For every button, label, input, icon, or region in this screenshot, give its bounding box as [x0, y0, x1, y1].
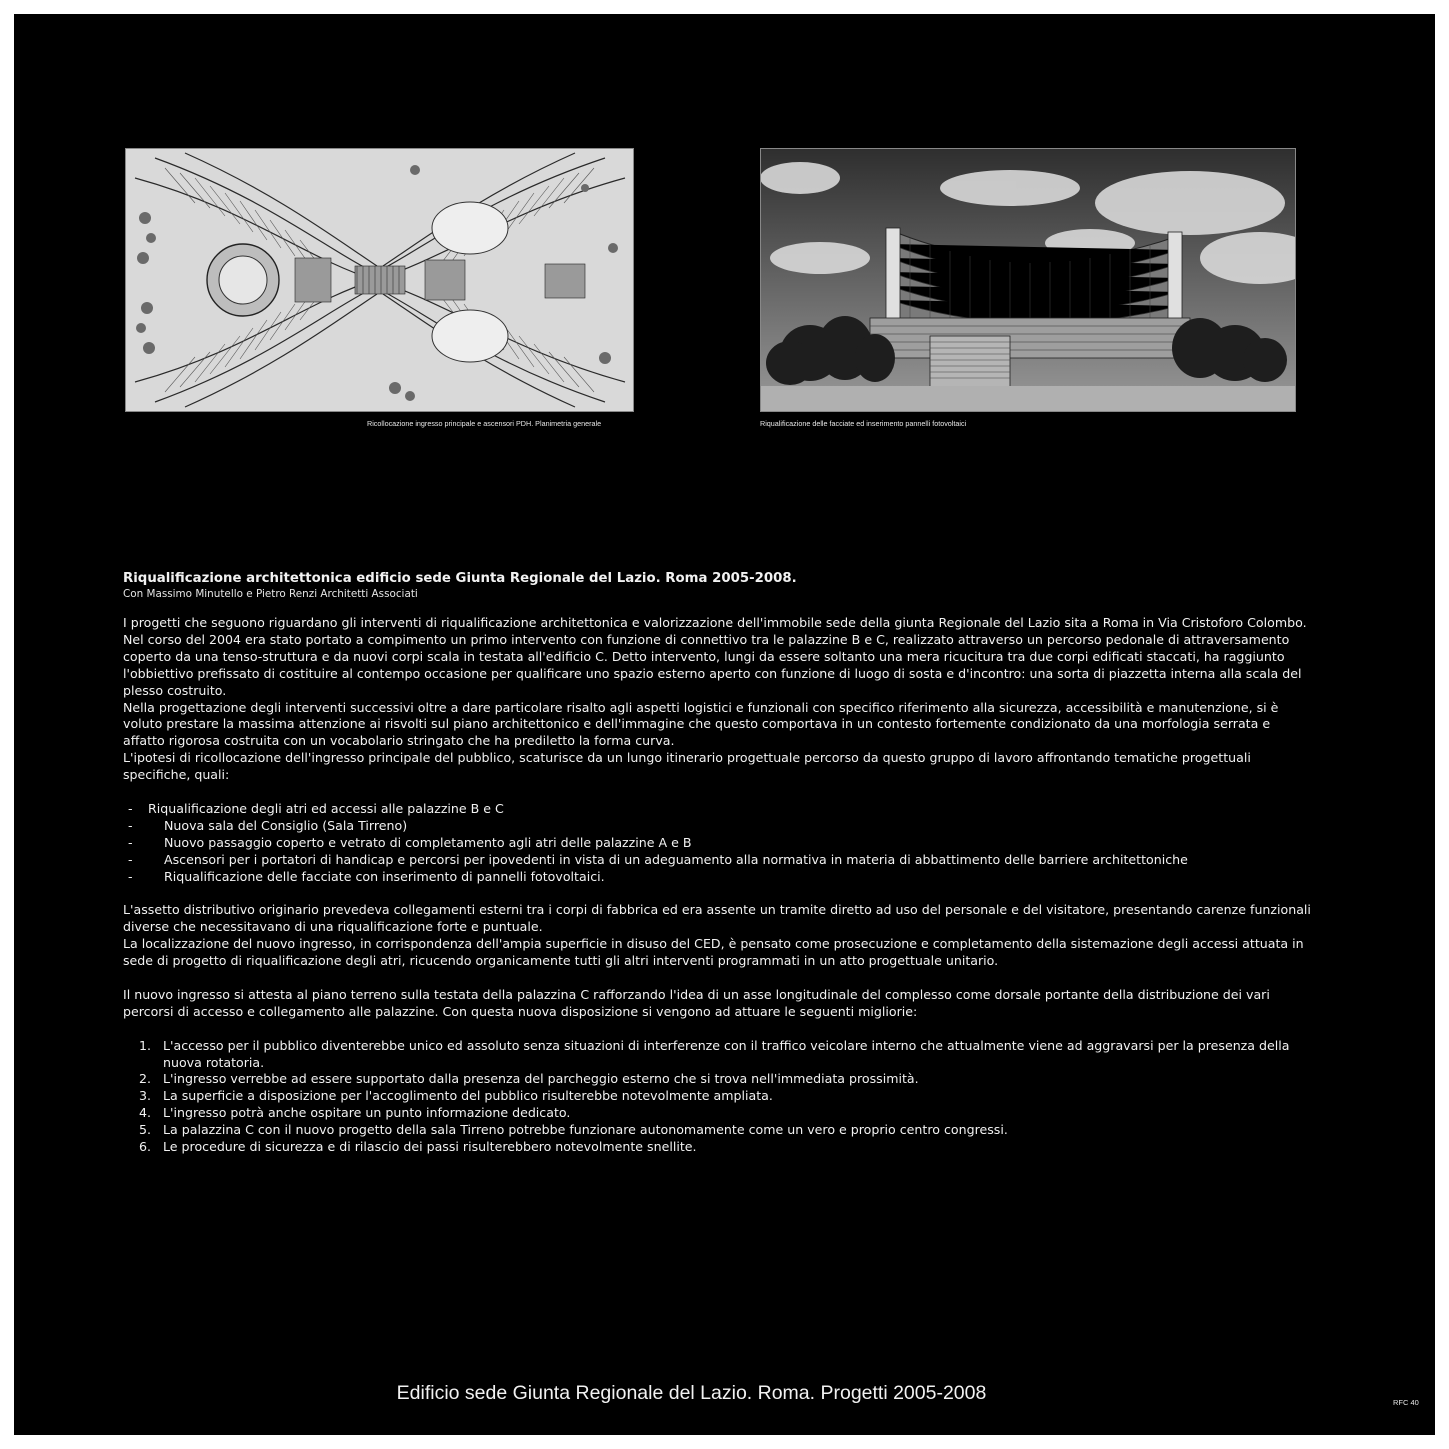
list-item: 2. L'ingresso verrebbe ad essere supportato dalla presenza del parcheggio esterno che si trova nell'immediata prossimità. — [139, 1071, 919, 1087]
page-code: RFC 40 — [1393, 1398, 1419, 1407]
improvements-list — [123, 1038, 1313, 1156]
entrance-paragraph: Il nuovo ingresso si attesta al piano terreno sulla testata della palazzina C rafforzando l'idea di un asse longitudinale del complesso come dorsale portante della distribuzione dei vari percorsi di accesso e collegamento alle palazzine. Con questa nuova disposizione si vengono ad attuare le seguenti migliorie: — [123, 986, 1270, 1019]
list-item: - Ascensori per i portatori di handicap e percorsi per ipovedenti in vista di un adeguamento alla normativa in materia di abbattimento delle barriere architettoniche — [128, 851, 1188, 867]
middle-paragraph: La localizzazione del nuovo ingresso, in corrispondenza dell'ampia superficie in disuso del CED, è pensato come prosecuzione e completamento della sistemazione degli accessi attuata in sede di progetto di riqualificazione degli atri, ricucendo organicamente tutti gli altri interventi programmati in un atto progettuale unitario. — [123, 936, 1304, 969]
list-item: 5. La palazzina C con il nuovo progetto della sala Tirreno potrebbe funzionare autonomamente come un vero e proprio centro congressi. — [139, 1122, 1008, 1138]
site-plan-caption: Ricollocazione ingresso principale e ascensori PDH. Planimetria generale — [367, 419, 602, 428]
list-item: 6. Le procedure di sicurezza e di rilascio dei passi risulterebbero notevolmente snellite. — [139, 1139, 697, 1155]
list-item: - Nuova sala del Consiglio (Sala Tirreno) — [128, 817, 408, 833]
article-subtitle: Con Massimo Minutello e Pietro Renzi Architetti Associati — [123, 588, 418, 600]
list-item: 3. La superficie a disposizione per l'accoglimento del pubblico risulterebbe notevolmente ampliata. — [139, 1088, 773, 1104]
article — [123, 571, 1313, 1156]
list-item: 4. L'ingresso potrà anche ospitare un punto informazione dedicato. — [139, 1105, 571, 1121]
facade-render-caption: Riqualificazione delle facciate ed inserimento pannelli fotovoltaici — [760, 419, 967, 428]
footer-title: Edificio sede Giunta Regionale del Lazio. Roma. Progetti 2005-2008 — [396, 1382, 987, 1404]
intro-paragraph: I progetti che seguono riguardano gli interventi di riqualificazione architettonica e valorizzazione dell'immobile sede della giunta Regionale del Lazio sita a Roma in Via Cristoforo Colombo. — [123, 615, 1307, 630]
list-item: - Riqualificazione degli atri ed accessi alle palazzine B e C — [128, 800, 504, 816]
intro-paragraph: L'ipotesi di ricollocazione dell'ingresso principale del pubblico, scaturisce da un lungo itinerario progettuale percorso da questo gruppo di lavoro affrontando tematiche progettuali specifiche, quali: — [123, 750, 1251, 783]
list-item: 1. L'accesso per il pubblico diventerebbe unico ed assoluto senza situazioni di interferenze con il traffico veicolare interno che attualmente viene ad aggravarsi per la presenza della nuova rotatoria. — [139, 1037, 1290, 1070]
site-plan-figure — [125, 148, 634, 412]
building-facade-render-image — [760, 148, 1296, 412]
middle-paragraph: L'assetto distributivo originario prevedeva collegamenti esterni tra i corpi di fabbrica ed era assente un tramite diretto ad uso del personale e del visitatore, presentando carenze funzionali diverse che necessitavano di una riqualificazione forte e puntuale. — [123, 902, 1311, 935]
intro-paragraph: Nella progettazione degli interventi successivi oltre a dare particolare risalto agli aspetti logistici e funzionali con specifico riferimento alla sicurezza, accessibilità e manutenzione, si è voluto prestare la massima attenzione ai risvolti sul piano architettonico e dell'immagine che questo comportava in un contesto fortemente condizionato da una morfologia serrata e affatto rigorosa costruita con un vocabolario stringato che ha prediletto la forma curva. — [123, 699, 1279, 749]
list-item: - Nuovo passaggio coperto e vetrato di completamento agli atri delle palazzine A e B — [128, 834, 692, 850]
site-plan-image — [125, 148, 634, 412]
themes-list — [123, 801, 1313, 886]
article-title: Riqualificazione architettonica edificio sede Giunta Regionale del Lazio. Roma 2005-2008. — [123, 571, 797, 586]
list-item: - Riqualificazione delle facciate con inserimento di pannelli fotovoltaici. — [128, 868, 605, 884]
article-body — [123, 615, 1313, 1156]
intro-paragraph: Nel corso del 2004 era stato portato a compimento un primo intervento con funzione di connettivo tra le palazzine B e C, realizzato attraverso un percorso pedonale di attraversamento coperto da una tenso-struttura e da nuovi corpi scala in testata all'edificio C. Detto intervento, lungi da essere soltanto una mera ricucitura tra due corpi edificati staccati, ha raggiunto l'obbiettivo prefissato di costituire al contempo occasione per qualificare uno spazio esterno aperto con funzione di luogo di sosta e d'incontro: una sorta di piazzetta interna alla scala del plesso costruito. — [123, 631, 1302, 698]
facade-render-figure — [760, 148, 1296, 412]
